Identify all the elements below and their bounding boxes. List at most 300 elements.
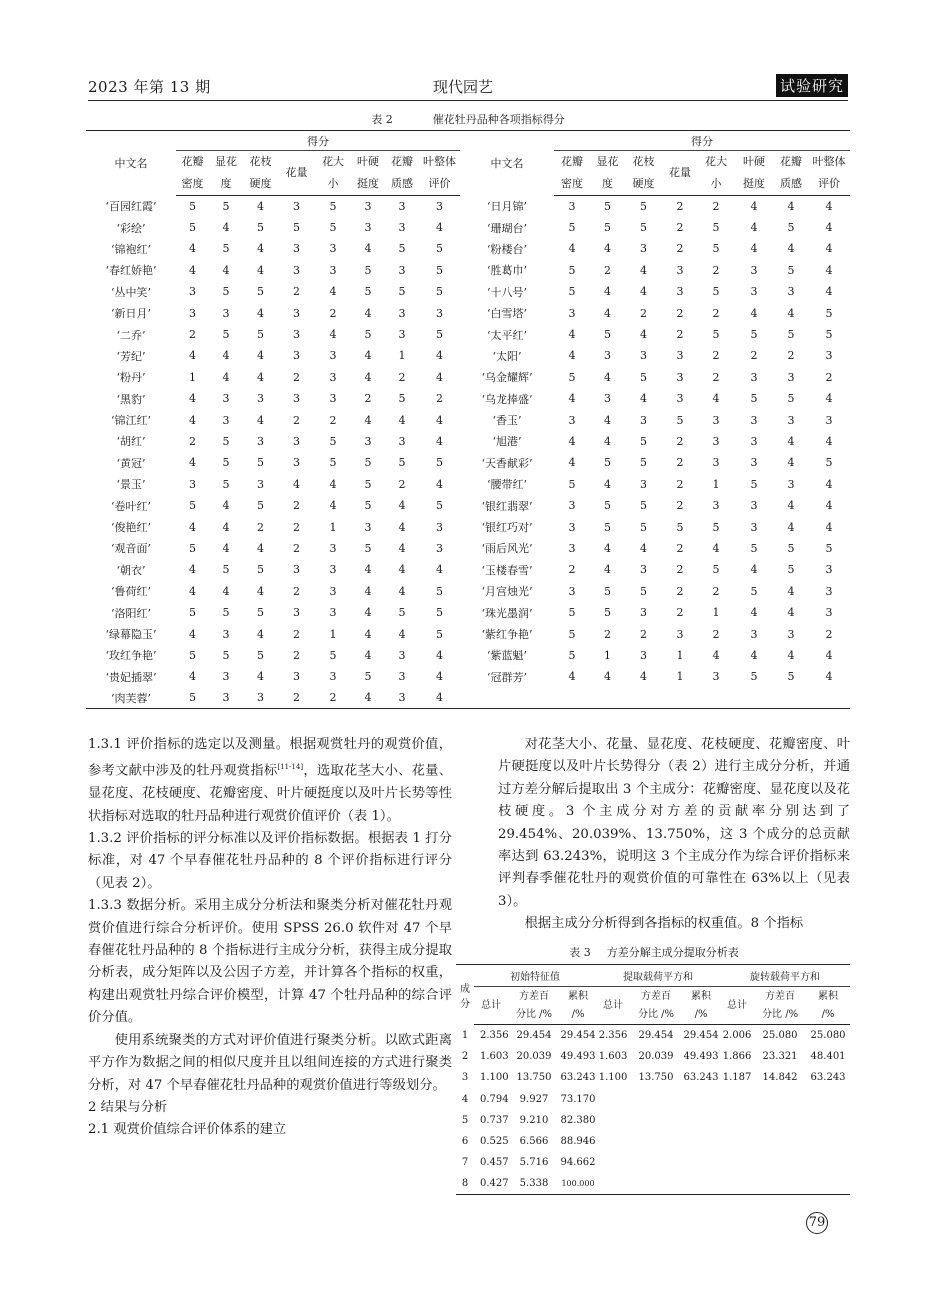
score-cell: 2 xyxy=(329,413,337,427)
score-cell: 2 xyxy=(293,370,300,384)
score-cell: 5 xyxy=(189,221,196,235)
score-cell: 3 xyxy=(676,370,684,384)
score-cell: 3 xyxy=(787,285,795,299)
score-cell xyxy=(625,687,662,708)
score-cell: 2 xyxy=(293,541,300,555)
score-cell: 4 xyxy=(329,285,337,299)
table2-col-header: 花瓣 密度 xyxy=(554,151,590,196)
cultivar-name: ‘芳纪’ xyxy=(116,349,146,363)
table3-group-rotation: 旋转载荷平方和 xyxy=(720,965,850,987)
score-cell: 2 xyxy=(676,306,684,320)
score-cell: 4 xyxy=(787,199,795,213)
score-cell: 5 xyxy=(257,499,264,513)
component-index: 1 xyxy=(461,1029,469,1041)
cultivar-name: ‘旭港’ xyxy=(492,435,522,449)
value-cell xyxy=(754,1088,806,1109)
score-cell: 3 xyxy=(189,285,196,299)
score-cell: 2 xyxy=(604,627,611,641)
score-cell: 4 xyxy=(351,687,385,708)
score-cell: 4 xyxy=(436,434,443,448)
value-cell xyxy=(806,1131,850,1152)
table-row xyxy=(86,452,850,473)
score-cell: 5 xyxy=(329,648,337,662)
value-cell: 13.750 xyxy=(638,1072,674,1084)
para-weights: 根据主成分分析得到各指标的权重值。8 个指标 xyxy=(524,916,804,932)
cultivar-name: ‘白雪塔’ xyxy=(487,307,527,321)
value-cell: 29.454 xyxy=(560,1029,596,1041)
score-cell: 4 xyxy=(189,670,196,684)
table2-score-header-left: 得分 xyxy=(176,131,460,151)
score-cell: 3 xyxy=(750,413,758,427)
cultivar-name: ‘银红巧对’ xyxy=(481,521,533,535)
score-cell: 4 xyxy=(398,584,406,598)
score-cell: 5 xyxy=(257,606,264,620)
score-cell: 4 xyxy=(604,434,611,448)
score-cell: 5 xyxy=(604,328,611,342)
score-cell: 5 xyxy=(825,541,833,555)
score-cell: 5 xyxy=(750,670,758,684)
table3-sub-header: 总计 xyxy=(474,987,508,1025)
score-cell: 2 xyxy=(712,199,720,213)
score-cell: 2 xyxy=(364,392,372,406)
score-cell: 5 xyxy=(676,520,684,534)
cultivar-name xyxy=(460,687,554,708)
score-cell: 3 xyxy=(329,584,337,598)
cultivar-name: ‘紫红争艳’ xyxy=(481,628,533,641)
score-cell: 5 xyxy=(257,285,264,299)
score-cell: 3 xyxy=(436,520,443,534)
score-cell: 2 xyxy=(398,370,406,384)
score-cell: 3 xyxy=(604,392,611,406)
score-cell: 4 xyxy=(364,242,372,256)
score-cell: 4 xyxy=(568,242,576,256)
value-cell: 0.525 xyxy=(480,1136,509,1148)
score-cell: 5 xyxy=(222,328,230,342)
cultivar-name: ‘鲁荷红’ xyxy=(111,585,151,599)
score-cell: 3 xyxy=(364,520,372,534)
score-cell: 4 xyxy=(712,648,720,662)
value-cell: 9.927 xyxy=(519,1093,549,1105)
score-cell: 5 xyxy=(436,263,443,277)
score-cell: 3 xyxy=(398,263,406,277)
cultivar-name: ‘雨后风光’ xyxy=(481,542,533,556)
para-131-text-b: ，选取花茎大小、花量、显花度、花枝硬度、花瓣密度、叶片硬挺度以及叶片长势等性状指标对选取的牡丹品种进行观赏价值评价（表 1）。 xyxy=(88,763,453,824)
score-cell: 5 xyxy=(604,584,611,598)
score-cell: 3 xyxy=(750,285,758,299)
value-cell: 100.000 xyxy=(560,1174,596,1195)
score-cell: 5 xyxy=(750,584,758,598)
cultivar-name: ‘锦江红’ xyxy=(111,414,151,428)
score-cell: 2 xyxy=(787,349,795,363)
score-cell: 3 xyxy=(436,199,443,213)
table-row xyxy=(86,281,850,302)
score-cell: 2 xyxy=(278,687,315,708)
score-cell xyxy=(590,687,625,708)
table3-header-row1 xyxy=(456,965,850,987)
score-cell: 5 xyxy=(436,584,443,598)
score-cell: 3 xyxy=(189,306,196,320)
table-row xyxy=(456,1046,850,1067)
value-cell xyxy=(754,1152,806,1173)
table-row xyxy=(456,1174,850,1195)
score-cell: 4 xyxy=(568,392,576,406)
score-cell: 4 xyxy=(604,285,611,299)
score-cell: 2 xyxy=(293,520,300,534)
score-cell: 3 xyxy=(293,199,300,213)
score-cell: 3 xyxy=(329,392,337,406)
score-cell: 3 xyxy=(329,606,337,620)
value-cell: 29.454 xyxy=(516,1029,552,1041)
score-cell: 4 xyxy=(568,349,576,363)
value-cell: 63.243 xyxy=(683,1072,719,1084)
score-cell: 3 xyxy=(787,413,795,427)
score-cell: 5 xyxy=(604,456,611,470)
score-cell: 5 xyxy=(568,263,576,277)
table-row xyxy=(86,538,850,559)
cultivar-name: ‘粉丹’ xyxy=(116,371,146,385)
score-cell: 2 xyxy=(293,285,300,299)
score-cell xyxy=(698,687,734,708)
score-cell: 4 xyxy=(604,370,611,384)
section-heading-2: 2 结果与分析 xyxy=(88,1099,168,1115)
score-cell: 4 xyxy=(436,477,443,491)
para-131 xyxy=(88,734,452,828)
score-cell: 5 xyxy=(640,520,647,534)
score-cell: 4 xyxy=(364,306,372,320)
score-cell: 5 xyxy=(364,541,372,555)
score-cell: 5 xyxy=(568,221,576,235)
score-cell: 4 xyxy=(750,648,758,662)
score-cell: 2 xyxy=(712,584,720,598)
score-cell: 5 xyxy=(364,263,372,277)
para-132-text: 根据表 1 打分标准，对 47 个早春催花牡丹品种的 8 个评价指标进行评分（见表 2）。 xyxy=(88,831,452,891)
score-cell: 5 xyxy=(329,434,337,448)
score-cell: 5 xyxy=(712,242,720,256)
score-cell: 4 xyxy=(787,306,795,320)
score-cell: 2 xyxy=(676,541,684,555)
score-cell: 3 xyxy=(568,520,576,534)
score-cell: 5 xyxy=(398,606,406,620)
table2-col-header: 叶硬 挺度 xyxy=(351,151,385,196)
cultivar-name: ‘腰带红’ xyxy=(487,478,527,492)
score-cell: 5 xyxy=(640,199,647,213)
score-cell: 4 xyxy=(787,242,795,256)
score-cell: 4 xyxy=(825,670,833,684)
table2-col-header: 花枝 硬度 xyxy=(243,151,278,196)
score-cell: 3 xyxy=(329,670,337,684)
score-cell: 2 xyxy=(293,499,300,513)
table2-col-header: 显花 度 xyxy=(209,151,243,196)
table-row xyxy=(86,409,850,430)
score-cell: 5 xyxy=(750,328,758,342)
score-cell: 5 xyxy=(568,370,576,384)
score-cell: 5 xyxy=(398,285,406,299)
score-cell: 4 xyxy=(604,306,611,320)
page-header xyxy=(88,76,848,100)
value-cell: 2.356 xyxy=(598,1029,628,1041)
score-cell: 5 xyxy=(825,328,833,342)
cultivar-name: ‘彩绘’ xyxy=(116,221,146,235)
table3-body xyxy=(456,1025,850,1195)
score-cell: 2 xyxy=(329,306,337,320)
table-row xyxy=(456,1067,850,1088)
score-cell: 4 xyxy=(640,263,647,277)
value-cell xyxy=(806,1174,850,1195)
value-cell: 82.380 xyxy=(560,1114,596,1126)
score-cell: 3 xyxy=(825,606,833,620)
score-cell: 3 xyxy=(712,499,720,513)
score-cell: 5 xyxy=(222,199,230,213)
score-cell: 4 xyxy=(189,627,196,641)
score-cell: 3 xyxy=(222,392,230,406)
score-cell: 2 xyxy=(750,349,758,363)
table3-sub-header: 方差百 分比 /% xyxy=(508,987,560,1025)
table2-caption xyxy=(88,111,848,127)
score-cell: 2 xyxy=(712,263,720,277)
score-cell: 5 xyxy=(640,499,647,513)
score-cell: 4 xyxy=(640,670,647,684)
score-cell: 5 xyxy=(676,413,684,427)
score-cell: 3 xyxy=(750,456,758,470)
score-cell: 4 xyxy=(398,413,406,427)
score-cell: 3 xyxy=(568,413,576,427)
table2-body xyxy=(86,196,850,709)
table-row xyxy=(86,581,850,602)
score-cell: 4 xyxy=(436,221,443,235)
score-cell: 3 xyxy=(222,413,230,427)
score-cell: 5 xyxy=(436,242,443,256)
score-cell: 3 xyxy=(293,349,300,363)
score-cell: 2 xyxy=(676,477,684,491)
score-cell: 1 xyxy=(676,670,684,684)
value-cell: 1.603 xyxy=(598,1050,628,1062)
citation-ref: [11-14] xyxy=(277,763,304,772)
score-cell: 3 xyxy=(676,627,684,641)
score-cell: 4 xyxy=(640,392,647,406)
journal-name: 现代园艺 xyxy=(433,78,494,96)
score-cell: 4 xyxy=(222,499,230,513)
score-cell: 3 xyxy=(676,392,684,406)
score-cell: 3 xyxy=(398,434,406,448)
score-cell: 4 xyxy=(189,263,196,277)
table2-col-header: 花瓣 密度 xyxy=(176,151,209,196)
para-pca: 对花茎大小、花量、显花度、花枝硬度、花瓣密度、叶片硬挺度以及叶片长势得分（表 2）进行主成分分析，并通过方差分解后提取出 3 个主成分：花瓣密度、显花度以及花枝硬度。3 个主成分对方差的贡献率分别达到了 29.454%、20.039%、13.750%，这 3 个成分的总贡献率达到 63.243%，说明这 3 个主成分作为综合评价指标来评判春季催花牡丹的观赏价值的可靠性在 63%以上（见表 3）。 xyxy=(498,737,850,909)
score-cell: 1 xyxy=(329,520,337,534)
score-cell: 4 xyxy=(222,221,230,235)
value-cell xyxy=(682,1131,720,1152)
score-cell: 3 xyxy=(257,434,264,448)
table3-sub-header: 累积 /% xyxy=(682,987,720,1025)
score-cell: 3 xyxy=(222,627,230,641)
score-cell: 5 xyxy=(398,456,406,470)
score-cell: 3 xyxy=(640,606,647,620)
table-row xyxy=(86,559,850,580)
cultivar-name: ‘锦袍红’ xyxy=(111,242,151,256)
score-cell: 3 xyxy=(750,370,758,384)
score-cell: 5 xyxy=(787,541,795,555)
cultivar-name: ‘太平红’ xyxy=(487,328,527,342)
table2-label: 表 2 xyxy=(371,113,393,126)
score-cell: 4 xyxy=(398,563,406,577)
table-row xyxy=(86,367,850,388)
score-cell: 4 xyxy=(604,477,611,491)
table-row xyxy=(86,474,850,495)
para-cluster: 使用系统聚类的方式对评价值进行聚类分析。以欧式距离平方作为数据之间的相似尺度并且以组间连接的方式进行聚类分析，对 47 个早春催花牡丹品种的观赏价值进行等级划分。 xyxy=(88,1032,452,1093)
score-cell: 5 xyxy=(712,221,720,235)
score-cell: 5 xyxy=(329,199,337,213)
para-133-head: 1.3.3 数据分析。 xyxy=(88,898,195,914)
score-cell: 5 xyxy=(364,285,372,299)
cultivar-name: ‘贵妃插翠’ xyxy=(105,670,157,684)
section-badge: 试验研究 xyxy=(776,74,848,97)
cultivar-name: ‘乌龙捧盛’ xyxy=(481,392,533,406)
score-cell xyxy=(774,687,808,708)
score-cell: 5 xyxy=(364,328,372,342)
score-cell: 4 xyxy=(257,370,264,384)
score-cell: 4 xyxy=(787,648,795,662)
score-cell: 5 xyxy=(222,285,230,299)
score-cell: 1 xyxy=(676,648,684,662)
score-cell: 3 xyxy=(293,242,300,256)
score-cell: 3 xyxy=(329,541,337,555)
score-cell: 4 xyxy=(364,648,372,662)
score-cell: 4 xyxy=(189,584,196,598)
score-cell: 2 xyxy=(676,434,684,448)
score-cell: 5 xyxy=(750,392,758,406)
table3-group-initial: 初始特征值 xyxy=(474,965,596,987)
table-row xyxy=(86,516,850,537)
score-cell: 2 xyxy=(676,563,684,577)
score-cell: 2 xyxy=(568,563,576,577)
component-index: 3 xyxy=(461,1072,469,1084)
score-cell: 4 xyxy=(398,627,406,641)
score-cell: 3 xyxy=(712,456,720,470)
score-cell: 4 xyxy=(568,434,576,448)
score-cell: 3 xyxy=(568,199,576,213)
score-cell: 4 xyxy=(364,627,372,641)
score-cell: 3 xyxy=(750,520,758,534)
score-cell: 3 xyxy=(329,370,337,384)
score-cell: 4 xyxy=(257,349,264,363)
score-cell: 4 xyxy=(568,670,576,684)
right-column xyxy=(498,734,850,936)
score-cell: 3 xyxy=(787,477,795,491)
score-cell: 4 xyxy=(189,520,196,534)
score-cell: 2 xyxy=(640,306,647,320)
score-cell: 5 xyxy=(222,242,230,256)
score-cell: 2 xyxy=(825,627,833,641)
score-cell: 5 xyxy=(604,520,611,534)
score-cell: 4 xyxy=(750,606,758,620)
score-cell: 3 xyxy=(712,670,720,684)
score-cell: 3 xyxy=(825,563,833,577)
value-cell: 1.603 xyxy=(480,1050,509,1062)
score-cell: 5 xyxy=(787,670,795,684)
value-cell: 20.039 xyxy=(638,1050,674,1062)
table-row xyxy=(456,1110,850,1131)
value-cell xyxy=(596,1152,630,1173)
score-cell: 5 xyxy=(568,606,576,620)
value-cell: 2.356 xyxy=(480,1029,509,1041)
cultivar-name: ‘黑豹’ xyxy=(116,392,146,406)
value-cell: 25.080 xyxy=(810,1029,846,1041)
score-cell: 3 xyxy=(293,670,300,684)
value-cell xyxy=(754,1131,806,1152)
score-cell: 3 xyxy=(243,687,278,708)
value-cell xyxy=(806,1152,850,1173)
table2-col-header: 叶硬 挺度 xyxy=(734,151,774,196)
page-number: 79 xyxy=(806,1212,828,1234)
score-cell: 4 xyxy=(189,242,196,256)
cultivar-name: ‘月宫烛光’ xyxy=(481,585,533,599)
score-cell: 4 xyxy=(419,687,460,708)
score-cell: 4 xyxy=(712,392,720,406)
value-cell: 94.662 xyxy=(560,1157,596,1169)
score-cell: 3 xyxy=(222,306,230,320)
score-cell: 4 xyxy=(750,563,758,577)
value-cell: 1.187 xyxy=(722,1072,752,1084)
value-cell: 5.716 xyxy=(519,1157,549,1169)
score-cell: 2 xyxy=(676,199,684,213)
component-index: 5 xyxy=(461,1114,469,1126)
score-cell: 2 xyxy=(293,627,300,641)
value-cell xyxy=(720,1088,754,1109)
score-cell: 4 xyxy=(825,499,833,513)
score-cell: 5 xyxy=(222,477,230,491)
issue-label: 2023 年第 13 期 xyxy=(88,78,211,96)
score-cell: 2 xyxy=(676,499,684,513)
score-cell: 5 xyxy=(604,499,611,513)
score-cell: 3 xyxy=(676,285,684,299)
score-cell: 4 xyxy=(825,263,833,277)
score-cell: 2 xyxy=(712,627,720,641)
table2-col-header: 花量 xyxy=(662,151,698,196)
score-cell: 5 xyxy=(787,328,795,342)
table3-sub-header: 总计 xyxy=(720,987,754,1025)
score-cell xyxy=(662,687,698,708)
score-cell: 5 xyxy=(436,606,443,620)
score-cell: 5 xyxy=(604,221,611,235)
score-cell: 4 xyxy=(640,328,647,342)
score-cell: 3 xyxy=(293,392,300,406)
cultivar-name: ‘天香献彩’ xyxy=(481,456,533,470)
score-cell: 3 xyxy=(398,670,406,684)
score-cell: 5 xyxy=(189,499,196,513)
value-cell: 29.454 xyxy=(683,1029,719,1041)
score-cell: 4 xyxy=(787,606,795,620)
component-index: 7 xyxy=(461,1157,469,1169)
score-cell: 5 xyxy=(640,456,647,470)
score-cell: 2 xyxy=(293,648,300,662)
score-cell: 3 xyxy=(787,627,795,641)
score-cell: 5 xyxy=(257,328,264,342)
value-cell: 29.454 xyxy=(638,1029,674,1041)
value-cell: 2.006 xyxy=(722,1029,752,1041)
cultivar-name: ‘黄冠’ xyxy=(116,456,146,470)
score-cell: 1 xyxy=(712,477,720,491)
score-cell: 3 xyxy=(385,687,419,708)
score-cell: 4 xyxy=(189,413,196,427)
score-cell xyxy=(808,687,850,708)
score-cell: 3 xyxy=(209,687,243,708)
cultivar-name: ‘春红娇艳’ xyxy=(105,264,157,278)
value-cell: 1.100 xyxy=(480,1072,509,1084)
score-cell: 4 xyxy=(787,456,795,470)
score-cell: 3 xyxy=(568,499,576,513)
score-cell: 3 xyxy=(640,242,647,256)
score-cell: 3 xyxy=(712,434,720,448)
para-132-head: 1.3.2 评价指标的评分标准以及评价指标数据。 xyxy=(88,831,368,847)
